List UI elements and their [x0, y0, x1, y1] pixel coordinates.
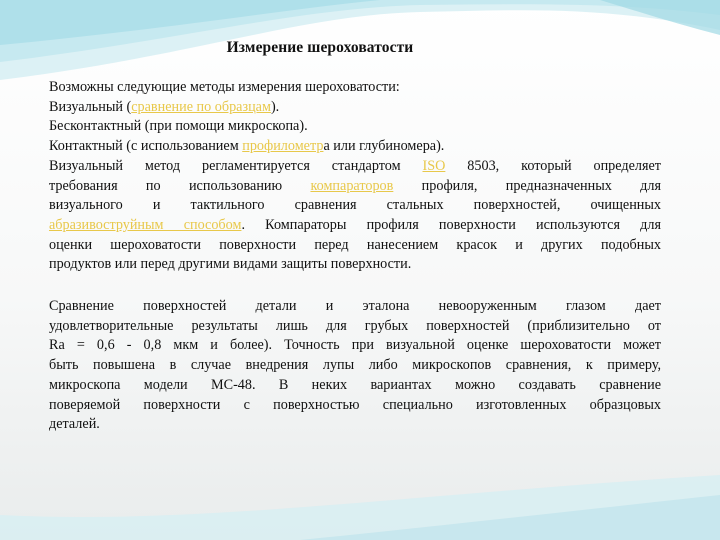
method-visual-suffix: ). [270, 98, 280, 115]
para1-l4-suffix: . Компараторы профиля поверхности используются для [241, 216, 661, 233]
para2-line5: микроскопа модели МС-48. В неких вариантах можно создавать сравнение [49, 376, 661, 393]
para1-l1-prefix: Визуальный метод регламентируется стандартом [49, 157, 423, 174]
para1-line2 [49, 177, 661, 197]
link-comparison-samples[interactable]: сравнение по образцам [131, 98, 271, 115]
link-iso[interactable]: ISO [422, 157, 446, 174]
method-contact [49, 137, 661, 157]
method-visual [49, 98, 661, 118]
method-contact-prefix: Контактный (с использованием [49, 138, 243, 155]
method-visual-prefix: Визуальный ( [49, 98, 132, 115]
para1-line6: продуктов или перед другими видами защиты поверхности. [49, 256, 412, 273]
document-body [49, 78, 661, 435]
link-profilometer[interactable]: профилометр [242, 138, 324, 155]
para1-l2-suffix: профиля, предназначенных для [393, 177, 661, 194]
para2-line2: удовлетворительные результаты лишь для грубых поверхностей (приблизительно от [49, 317, 661, 334]
para1-line1 [49, 157, 661, 177]
method-noncontact: Бесконтактный (при помощи микроскопа). [49, 118, 308, 135]
para2-line3: Ra = 0,6 - 0,8 мкм и более). Точность при визуальной оценке шероховатости может [49, 337, 661, 354]
para2-line4: быть повышена в случае внедрения лупы либо микроскопов сравнения, к примеру, [49, 357, 661, 374]
para2-line1: Сравнение поверхностей детали и эталона невооруженным глазом дает [49, 298, 661, 315]
para2-line7: деталей. [49, 416, 100, 433]
para2-line6: поверяемой поверхности с поверхностью специально изготовленных образцовых [49, 396, 661, 413]
link-comparators[interactable]: компараторов [310, 177, 394, 194]
para1-l1-suffix: 8503, который определяет [445, 157, 661, 174]
para1-l2-prefix: требования по использованию [49, 177, 311, 194]
para1-line3: визуального и тактильного сравнения стальных поверхностей, очищенных [49, 197, 661, 214]
method-contact-suffix: а или глубиномера). [323, 138, 445, 155]
intro-text: Возможны следующие методы измерения шероховатости: [49, 79, 400, 95]
page-title: Измерение шероховатости [226, 39, 414, 56]
decorative-wave-bottom [0, 455, 720, 540]
link-abrasive-blasting[interactable]: абразивоструйным способом [49, 216, 242, 233]
para1-line5: оценки шероховатости поверхности перед нанесением красок и других подобных [49, 236, 661, 253]
para1-line4 [49, 216, 661, 236]
